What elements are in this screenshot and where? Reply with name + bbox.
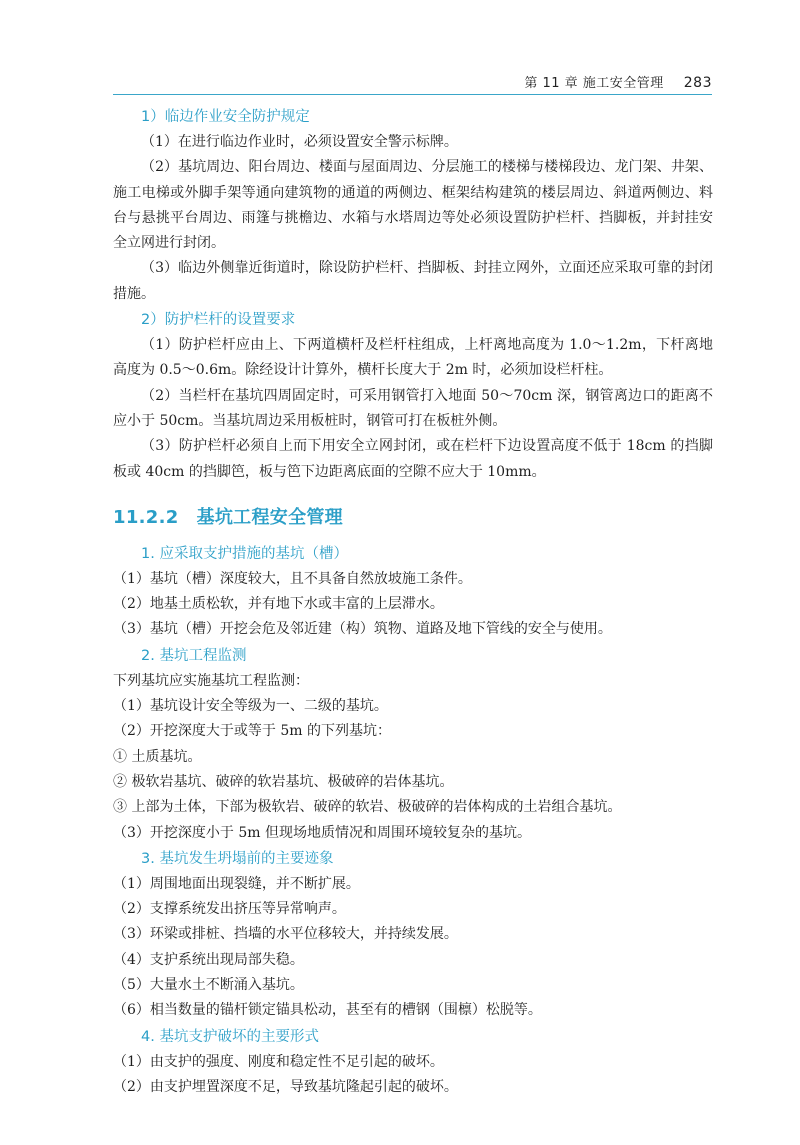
section-title: 基坑工程安全管理 (196, 506, 343, 528)
subheading-collapse-signs: 3. 基坑发生坍塌前的主要迹象 (141, 850, 334, 867)
paragraph: （1）在进行临边作业时，必须设置安全警示标牌。 (141, 134, 458, 150)
list-item: ② 极软岩基坑、破碎的软岩基坑、极破碎的岩体基坑。 (113, 773, 454, 790)
paragraph: （2）基坑周边、阳台周边、楼面与屋面周边、分层施工的楼梯与楼梯段边、龙门架、井架、施工电梯或外脚手架等通向建筑物的通道的两侧边、框架结构建筑的楼层周边、斜道两侧边、料台与悬挑平台周边、雨篷与挑檐边、水箱与水塔周边等处必须设置防护栏杆、挡脚板，并封挂安全立网进行封闭。 (113, 159, 713, 252)
list-item: （3）环梁或排桩、挡墙的水平位移较大，并持续发展。 (113, 926, 458, 943)
list-item: （1）由支护的强度、刚度和稳定性不足引起的破坏。 (113, 1053, 444, 1070)
list-item: （3）开挖深度小于 5m 但现场地质情况和周围环境较复杂的基坑。 (113, 824, 531, 841)
list-item: （1）周围地面出现裂缝，并不断扩展。 (113, 875, 360, 892)
running-header (524, 72, 712, 91)
paragraph: （3）临边外侧靠近街道时，除设防护栏杆、挡脚板、封挂立网外，立面还应采取可靠的封闭措施。 (113, 260, 713, 302)
page-number: 283 (683, 75, 712, 91)
list-item: （3）基坑（槽）开挖会危及邻近建（构）筑物、道路及地下管线的安全与使用。 (113, 621, 612, 638)
subheading-guardrail-requirements: 2）防护栏杆的设置要求 (141, 312, 296, 329)
list-item: （1）基坑设计安全等级为一、二级的基坑。 (113, 698, 388, 715)
subheading-monitoring: 2. 基坑工程监测 (141, 647, 247, 664)
list-item: （6）相当数量的锚杆锁定锚具松动，甚至有的槽钢（围檩）松脱等。 (113, 1002, 542, 1019)
subheading-support-required: 1. 应采取支护措施的基坑（槽） (141, 545, 348, 562)
list-item: ① 土质基坑。 (113, 748, 202, 765)
page-body (113, 104, 713, 1100)
page-header (0, 0, 800, 96)
intro-text: 下列基坑应实施基坑工程监测： (113, 672, 309, 689)
list-item: （2）由支护埋置深度不足，导致基坑隆起引起的破坏。 (113, 1078, 458, 1095)
subheading-edge-protection-rules: 1）临边作业安全防护规定 (141, 109, 310, 125)
section-number: 11.2.2 (113, 506, 179, 528)
list-item: ③ 上部为土体，下部为极软岩、破碎的软岩、极破碎的岩体构成的土岩组合基坑。 (113, 799, 622, 816)
subheading-failure-modes: 4. 基坑支护破坏的主要形式 (141, 1028, 319, 1045)
list-item: （2）地基土质松软，并有地下水或丰富的上层滞水。 (113, 596, 444, 613)
list-item: （5）大量水土不断涌入基坑。 (113, 977, 304, 994)
list-item: （4）支护系统出现局部失稳。 (113, 951, 304, 968)
paragraph: （3）防护栏杆必须自上而下用安全立网封闭，或在栏杆下边设置高度不低于 18cm 的挡脚板或 40cm 的挡脚笆，板与笆下边距离底面的空隙不应大于 10mm。 (113, 438, 713, 480)
list-item: （2）开挖深度大于或等于 5m 的下列基坑： (113, 723, 391, 740)
section-heading (113, 505, 713, 531)
chapter-title: 第 11 章 施工安全管理 (524, 76, 664, 91)
list-item: （1）基坑（槽）深度较大，且不具备自然放坡施工条件。 (113, 570, 472, 587)
list-item: （2）支撑系统发出挤压等异常响声。 (113, 901, 346, 918)
paragraph: （1）防护栏杆应由上、下两道横杆及栏杆柱组成，上杆离地高度为 1.0～1.2m，下杆离地高度为 0.5～0.6m。除经设计计算外，横杆长度大于 2m 时，必须加设栏杆柱。 (113, 337, 713, 379)
paragraph: （2）当栏杆在基坑四周固定时，可采用钢管打入地面 50～70cm 深，钢管离边口的距离不应小于 50cm。当基坑周边采用板桩时，钢管可打在板桩外侧。 (113, 387, 713, 429)
header-rule (113, 94, 712, 95)
